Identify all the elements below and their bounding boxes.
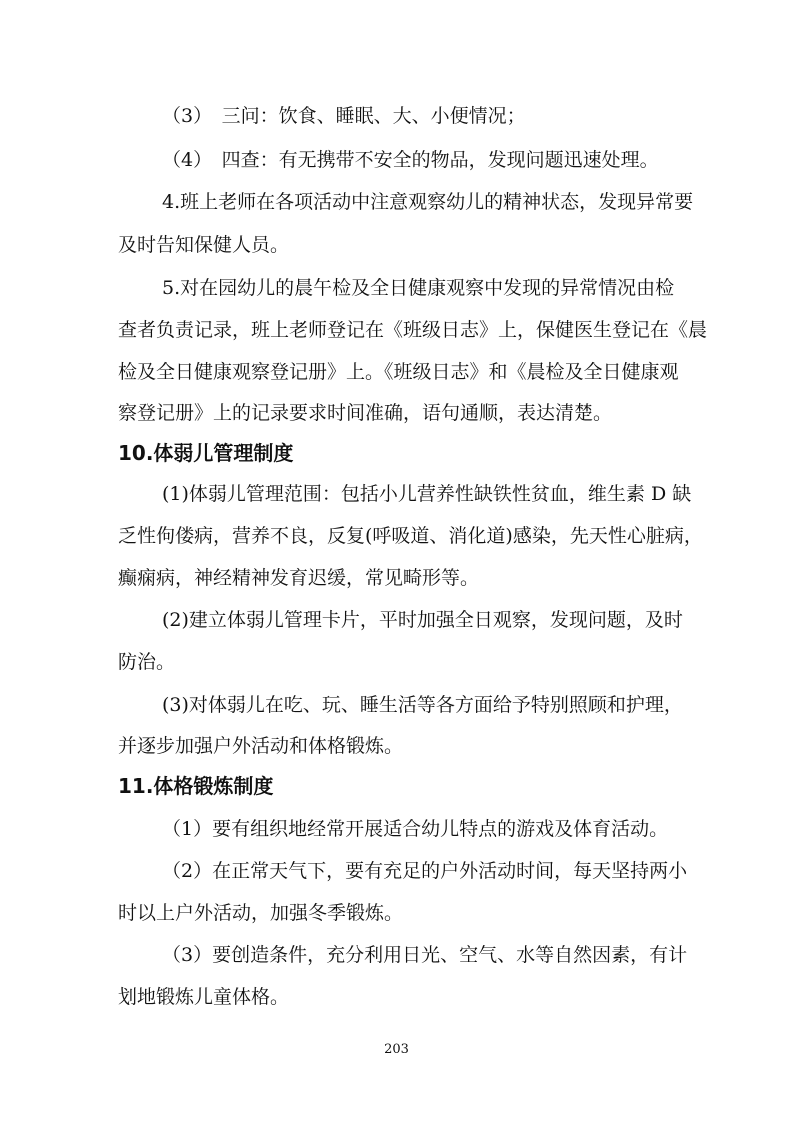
paragraph-line: 癫痫病，神经精神发育迟缓，常见畸形等。 [118, 567, 480, 589]
paragraph-line: （3） 三问：饮食、睡眠、大、小便情况； [162, 105, 526, 127]
section-heading-10: 10.体弱儿管理制度 [118, 441, 294, 465]
paragraph-line: 划地锻炼儿童体格。 [118, 986, 290, 1008]
paragraph-line: （4） 四查：有无携带不安全的物品，发现问题迅速处理。 [162, 149, 659, 171]
paragraph-line: 察登记册》上的记录要求时间准确，语句通顺，表达清楚。 [118, 402, 613, 424]
paragraph-line: （2）在正常天气下，要有充足的户外活动时间，每天坚持两小 [162, 860, 688, 882]
page-number: 203 [384, 1042, 409, 1057]
section-heading-11: 11.体格锻炼制度 [118, 774, 274, 798]
paragraph-line: 乏性佝偻病，营养不良，反复(呼吸道、消化道)感染，先天性心脏病， [118, 525, 703, 547]
paragraph-line: 查者负责记录，班上老师登记在《班级日志》上，保健医生登记在《晨 [118, 319, 708, 341]
paragraph-line: 防治。 [118, 651, 176, 673]
paragraph-line: 及时告知保健人员。 [118, 234, 290, 256]
paragraph-line: （3）要创造条件，充分利用日光、空气、水等自然因素，有计 [162, 944, 688, 966]
paragraph-line: 5.对在园幼儿的晨午检及全日健康观察中发现的异常情况由检 [162, 277, 675, 299]
paragraph-line: (1)体弱儿管理范围：包括小儿营养性缺铁性贫血，维生素 D 缺 [162, 483, 692, 505]
paragraph-line: 检及全日健康观察登记册》上。《班级日志》和《晨检及全日健康观 [118, 361, 679, 383]
paragraph-line: 时以上户外活动，加强冬季锻炼。 [118, 902, 404, 924]
paragraph-line: 并逐步加强户外活动和体格锻炼。 [118, 735, 404, 757]
paragraph-line: (3)对体弱儿在吃、玩、睡生活等各方面给予特别照顾和护理， [162, 694, 683, 716]
paragraph-line: (2)建立体弱儿管理卡片，平时加强全日观察，发现问题，及时 [162, 609, 683, 631]
paragraph-line: 4.班上老师在各项活动中注意观察幼儿的精神状态，发现异常要 [162, 191, 694, 213]
paragraph-line: （1）要有组织地经常开展适合幼儿特点的游戏及体育活动。 [162, 818, 669, 840]
